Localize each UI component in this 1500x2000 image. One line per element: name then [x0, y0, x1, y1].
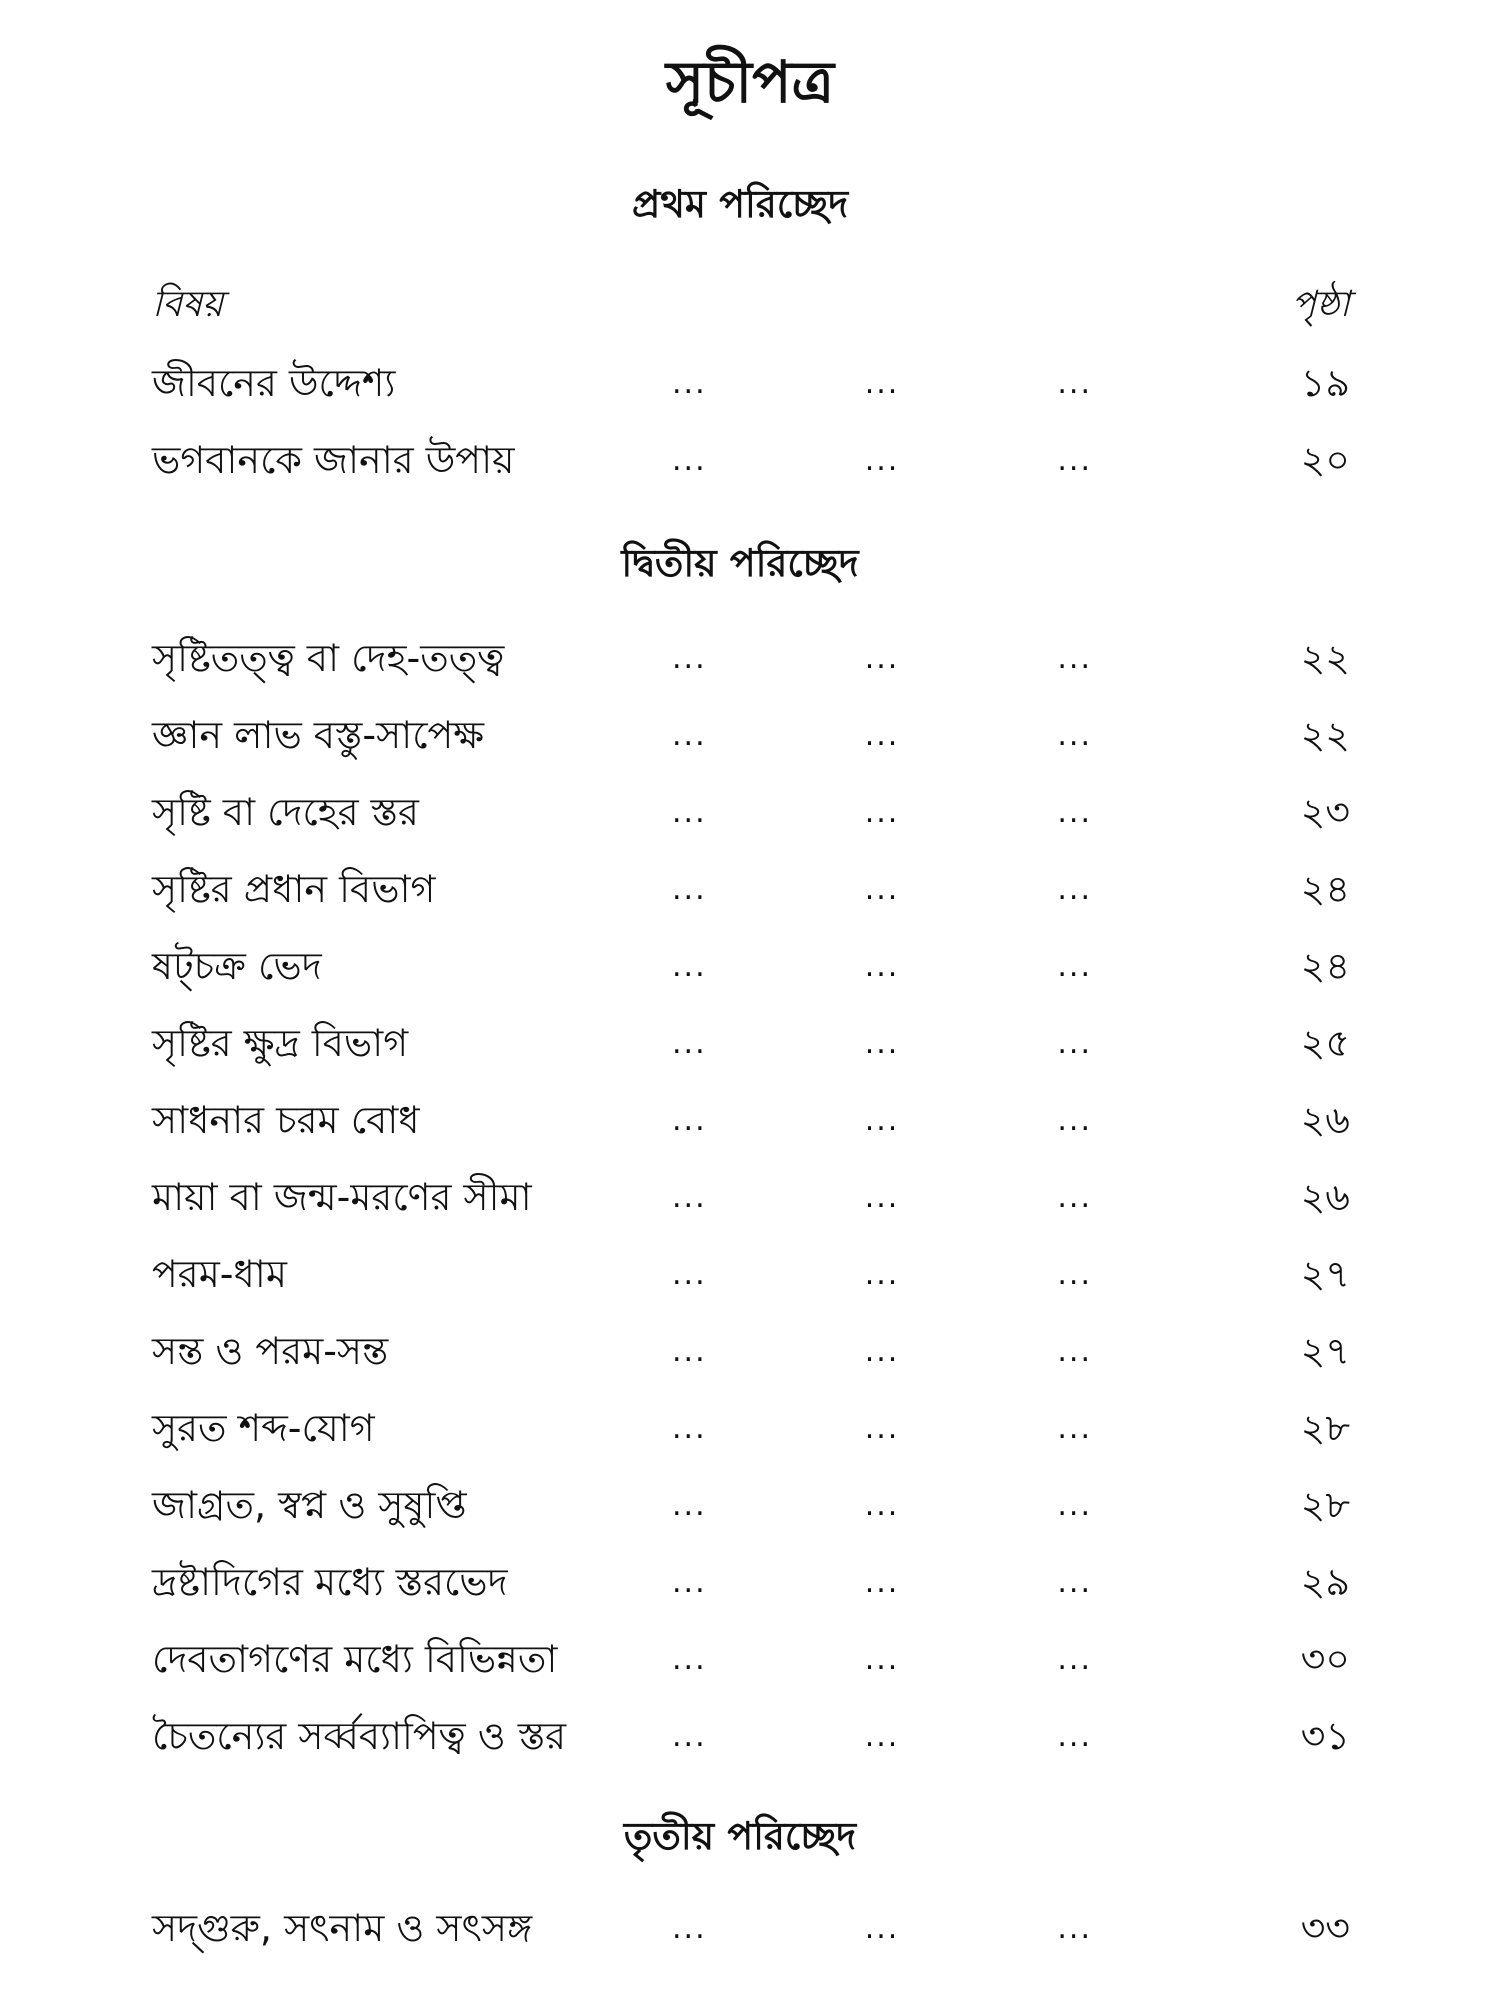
- toc-entry-title: মায়া বা জন্ম-মরণের সীমা: [152, 1175, 532, 1219]
- toc-entry: [152, 1544, 1350, 1621]
- toc-entry-page: ২৮: [1300, 1483, 1350, 1527]
- toc-entry-page: ২৯: [1300, 1560, 1350, 1604]
- chapter-heading: প্রথম পরিচ্ছেদ: [631, 182, 849, 226]
- toc-entry: [152, 620, 1350, 697]
- toc-entry-title: সন্ত ও পরম-সন্ত: [152, 1329, 389, 1373]
- toc-entry: [152, 1159, 1350, 1236]
- toc-entry: [152, 1698, 1350, 1775]
- dot-leader: ... ... ...: [672, 718, 1092, 753]
- dot-leader: ... ... ...: [672, 949, 1092, 984]
- dot-leader: ... ... ...: [672, 1257, 1092, 1292]
- toc-entry-page: ৩১: [1300, 1714, 1350, 1758]
- toc-entry: [152, 1390, 1350, 1467]
- toc-entry: [152, 1005, 1350, 1082]
- toc-entry: [152, 1236, 1350, 1313]
- dot-leader: ... ... ...: [672, 641, 1092, 676]
- toc-entry: [152, 928, 1350, 1005]
- dot-leader: ... ... ...: [672, 1565, 1092, 1600]
- toc-entry-title: সৃষ্টির ক্ষুদ্র বিভাগ: [152, 1021, 409, 1065]
- toc-entry-page: ২৪: [1300, 867, 1350, 911]
- toc-entry-title: সৃষ্টিতত্ত্ব বা দেহ-তত্ত্ব: [152, 636, 505, 680]
- toc-entry-page: ৩৩: [1300, 1906, 1350, 1950]
- chapter-heading: তৃতীয় পরিচ্ছেদ: [623, 1814, 857, 1858]
- toc-entry-page: ২৬: [1300, 1175, 1350, 1219]
- toc-entry-title: সুরত শব্দ-যোগ: [152, 1406, 375, 1450]
- dot-leader: ... ... ...: [672, 1488, 1092, 1523]
- toc-entry: [152, 1467, 1350, 1544]
- toc-entry-page: ১৯: [1300, 361, 1350, 405]
- toc-entry-title: ভগবানকে জানার উপায়: [152, 438, 515, 482]
- toc-entry-title: জ্ঞান লাভ বস্তু-সাপেক্ষ: [152, 713, 485, 757]
- toc-list-chapter-3: [152, 1890, 1350, 1967]
- toc-list-chapter-1: [152, 345, 1350, 499]
- dot-leader: ... ... ...: [672, 1719, 1092, 1754]
- toc-entry-title: সৃষ্টির প্রধান বিভাগ: [152, 867, 436, 911]
- subject-column-header: বিষয়: [152, 284, 224, 325]
- dot-leader: ... ... ...: [672, 1334, 1092, 1369]
- toc-entry-page: ২৪: [1300, 944, 1350, 988]
- toc-entry-title: সৃষ্টি বা দেহের স্তর: [152, 790, 419, 834]
- toc-entry: [152, 1621, 1350, 1698]
- dot-leader: ... ... ...: [672, 1411, 1092, 1446]
- toc-entry-page: ২৮: [1300, 1406, 1350, 1450]
- toc-entry-title: ষট্‌চক্র ভেদ: [152, 944, 322, 988]
- toc-entry-title: চৈতন্যের সর্ব্বব্যাপিত্ব ও স্তর: [152, 1714, 567, 1758]
- dot-leader: ... ... ...: [672, 1642, 1092, 1677]
- dot-leader: ... ... ...: [672, 1911, 1092, 1946]
- toc-entry-page: ২৩: [1300, 790, 1350, 834]
- dot-leader: ... ... ...: [672, 1103, 1092, 1138]
- toc-entry: [152, 1890, 1350, 1967]
- dot-leader: ... ... ...: [672, 872, 1092, 907]
- toc-entry-page: ২০: [1300, 438, 1350, 482]
- toc-entry: [152, 1313, 1350, 1390]
- dot-leader: ... ... ...: [672, 1026, 1092, 1061]
- toc-entry-page: ২২: [1300, 713, 1350, 757]
- toc-entry-title: সাধনার চরম বোধ: [152, 1098, 420, 1142]
- page-title: সূচীপত্র: [665, 48, 835, 116]
- dot-leader: ... ... ...: [672, 1180, 1092, 1215]
- toc-entry-title: দ্রষ্টাদিগের মধ্যে স্তরভেদ: [152, 1560, 508, 1604]
- toc-entry: [152, 774, 1350, 851]
- dot-leader: ... ... ...: [672, 795, 1092, 830]
- toc-entry: [152, 851, 1350, 928]
- toc-entry: [152, 345, 1350, 422]
- page-column-header: পৃষ্ঠা: [1291, 284, 1350, 325]
- toc-entry-page: ২৬: [1300, 1098, 1350, 1142]
- toc-entry-page: ২৭: [1300, 1252, 1350, 1296]
- toc-entry-title: জাগ্রত, স্বপ্ন ও সুষুপ্তি: [152, 1483, 467, 1527]
- toc-entry-title: জীবনের উদ্দেশ্য: [152, 361, 396, 405]
- toc-entry-page: ২৫: [1300, 1021, 1350, 1065]
- toc-entry-page: ২২: [1300, 636, 1350, 680]
- dot-leader: ... ... ...: [672, 366, 1092, 401]
- toc-entry-title: দেবতাগণের মধ্যে বিভিন্নতা: [152, 1637, 558, 1681]
- toc-entry-page: ৩০: [1300, 1637, 1350, 1681]
- toc-entry-title: পরম-ধাম: [152, 1252, 287, 1296]
- toc-entry-title: সদ্‌গুরু, সৎনাম ও সৎসঙ্গ: [152, 1906, 533, 1950]
- toc-entry: [152, 697, 1350, 774]
- toc-entry: [152, 1082, 1350, 1159]
- toc-list-chapter-2: [152, 620, 1350, 1775]
- toc-entry: [152, 422, 1350, 499]
- chapter-heading: দ্বিতীয় পরিচ্ছেদ: [621, 541, 859, 585]
- dot-leader: ... ... ...: [672, 443, 1092, 478]
- toc-entry-page: ২৭: [1300, 1329, 1350, 1373]
